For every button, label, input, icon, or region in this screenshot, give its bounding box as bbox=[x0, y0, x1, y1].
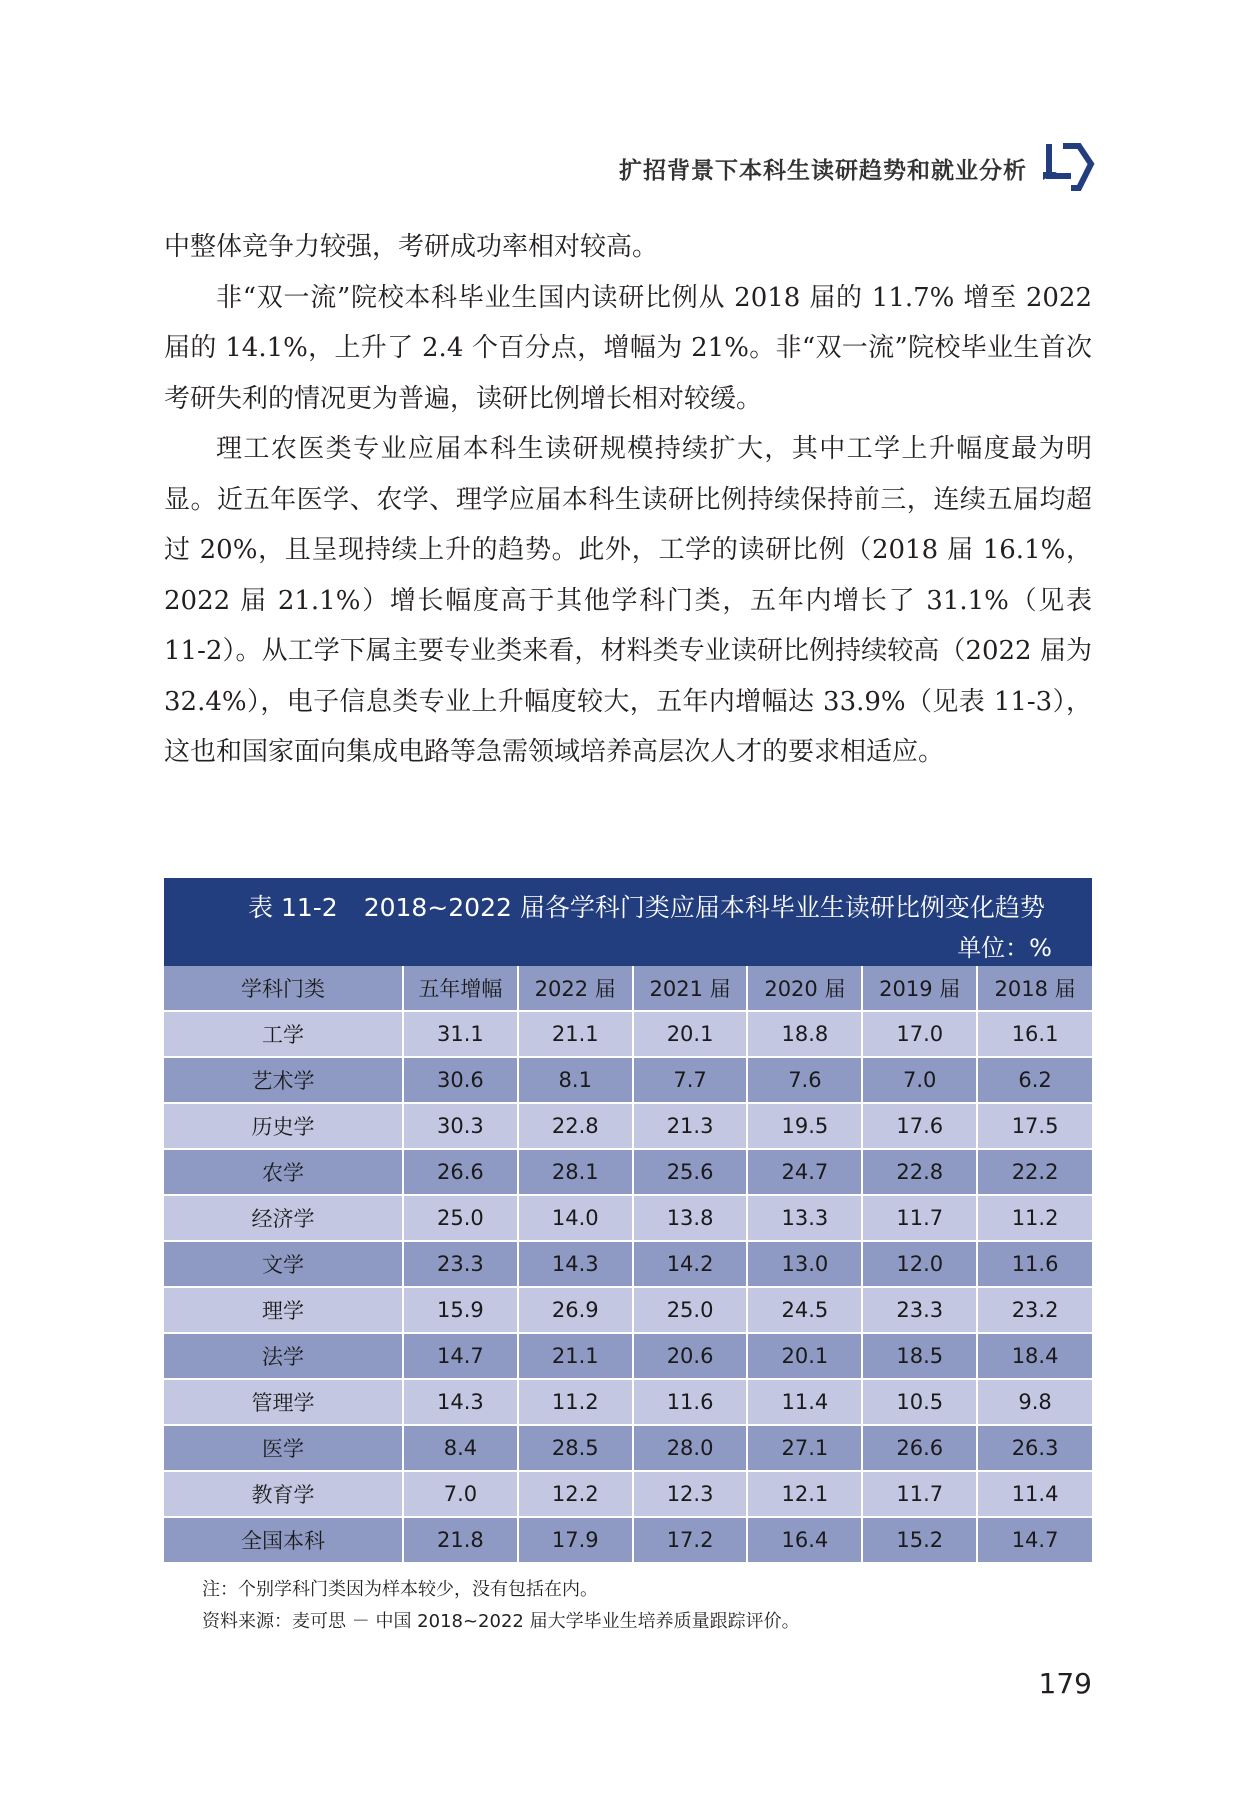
value-cell: 17.9 bbox=[518, 1517, 633, 1563]
value-cell: 22.2 bbox=[977, 1149, 1092, 1195]
column-header: 五年增幅 bbox=[403, 966, 518, 1011]
value-cell: 26.6 bbox=[403, 1149, 518, 1195]
value-cell: 14.3 bbox=[403, 1379, 518, 1425]
table-unit: 单位：% bbox=[957, 934, 1052, 962]
value-cell: 7.6 bbox=[747, 1057, 862, 1103]
table-source: 资料来源：麦可思 － 中国 2018~2022 届大学毕业生培养质量跟踪评价。 bbox=[202, 1611, 800, 1632]
value-cell: 24.7 bbox=[747, 1149, 862, 1195]
column-header: 学科门类 bbox=[164, 966, 403, 1011]
table-row bbox=[164, 1379, 1092, 1425]
value-cell: 20.1 bbox=[633, 1011, 748, 1057]
table-row bbox=[164, 1333, 1092, 1379]
value-cell: 19.5 bbox=[747, 1103, 862, 1149]
table-row bbox=[164, 1195, 1092, 1241]
value-cell: 28.1 bbox=[518, 1149, 633, 1195]
value-cell: 11.7 bbox=[862, 1195, 977, 1241]
table-row bbox=[164, 1057, 1092, 1103]
value-cell: 11.2 bbox=[518, 1379, 633, 1425]
paragraph-stem-disciplines: 理工农医类专业应届本科生读研规模持续扩大，其中工学上升幅度最为明显。近五年医学、农学、理学应届本科生读研比例持续保持前三，连续五届均超过 20%，且呈现持续上升的趋势。此外，工学的读研比例（2018 届 16.1%，2022 届 21.1%）增长幅度高于其他学科门类，五年内增长了 31.1%（见表 11-2）。从工学下属主要专业类来看，材料类专业读研比例持续较高（2022 届为 32.4%），电子信息类专业上升幅度较大，五年内增幅达 33.9%（见表 11-3），这也和国家面向集成电路等急需领域培养高层次人才的要求相适应。 bbox=[164, 434, 1092, 767]
value-cell: 15.2 bbox=[862, 1517, 977, 1563]
value-cell: 28.5 bbox=[518, 1425, 633, 1471]
value-cell: 30.6 bbox=[403, 1057, 518, 1103]
table-note: 注：个别学科门类因为样本较少，没有包括在内。 bbox=[202, 1579, 598, 1600]
table-row bbox=[164, 1425, 1092, 1471]
value-cell: 11.4 bbox=[747, 1379, 862, 1425]
value-cell: 21.3 bbox=[633, 1103, 748, 1149]
value-cell: 21.8 bbox=[403, 1517, 518, 1563]
value-cell: 15.9 bbox=[403, 1287, 518, 1333]
chapter-bracket-icon bbox=[1041, 138, 1101, 194]
running-header-title: 扩招背景下本科生读研趋势和就业分析 bbox=[619, 158, 1027, 184]
value-cell: 12.0 bbox=[862, 1241, 977, 1287]
discipline-cell: 管理学 bbox=[164, 1379, 403, 1425]
table-row bbox=[164, 1241, 1092, 1287]
value-cell: 26.6 bbox=[862, 1425, 977, 1471]
value-cell: 14.7 bbox=[403, 1333, 518, 1379]
value-cell: 25.6 bbox=[633, 1149, 748, 1195]
value-cell: 25.0 bbox=[633, 1287, 748, 1333]
table-row bbox=[164, 1011, 1092, 1057]
value-cell: 17.5 bbox=[977, 1103, 1092, 1149]
data-table-11-2 bbox=[164, 878, 1092, 1564]
value-cell: 17.2 bbox=[633, 1517, 748, 1563]
discipline-cell: 全国本科 bbox=[164, 1517, 403, 1563]
value-cell: 8.1 bbox=[518, 1057, 633, 1103]
value-cell: 23.3 bbox=[403, 1241, 518, 1287]
value-cell: 13.0 bbox=[747, 1241, 862, 1287]
value-cell: 9.8 bbox=[977, 1379, 1092, 1425]
discipline-cell: 教育学 bbox=[164, 1471, 403, 1517]
discipline-cell: 文学 bbox=[164, 1241, 403, 1287]
discipline-cell: 工学 bbox=[164, 1011, 403, 1057]
value-cell: 14.3 bbox=[518, 1241, 633, 1287]
value-cell: 11.6 bbox=[977, 1241, 1092, 1287]
value-cell: 18.5 bbox=[862, 1333, 977, 1379]
value-cell: 24.5 bbox=[747, 1287, 862, 1333]
value-cell: 18.8 bbox=[747, 1011, 862, 1057]
body-text bbox=[164, 222, 1092, 778]
value-cell: 26.9 bbox=[518, 1287, 633, 1333]
column-header: 2018 届 bbox=[977, 966, 1092, 1011]
value-cell: 23.3 bbox=[862, 1287, 977, 1333]
table-row bbox=[164, 1149, 1092, 1195]
value-cell: 23.2 bbox=[977, 1287, 1092, 1333]
value-cell: 20.1 bbox=[747, 1333, 862, 1379]
value-cell: 26.3 bbox=[977, 1425, 1092, 1471]
value-cell: 20.6 bbox=[633, 1333, 748, 1379]
value-cell: 14.2 bbox=[633, 1241, 748, 1287]
discipline-cell: 法学 bbox=[164, 1333, 403, 1379]
value-cell: 7.0 bbox=[862, 1057, 977, 1103]
table-title: 2018~2022 届各学科门类应届本科毕业生读研比例变化趋势 bbox=[363, 893, 1045, 922]
table-header-row bbox=[164, 966, 1092, 1011]
table-row bbox=[164, 1287, 1092, 1333]
value-cell: 16.1 bbox=[977, 1011, 1092, 1057]
table-row bbox=[164, 1517, 1092, 1563]
column-header: 2019 届 bbox=[862, 966, 977, 1011]
value-cell: 14.0 bbox=[518, 1195, 633, 1241]
value-cell: 13.3 bbox=[747, 1195, 862, 1241]
table-row bbox=[164, 1103, 1092, 1149]
value-cell: 11.2 bbox=[977, 1195, 1092, 1241]
table-caption-band bbox=[164, 878, 1092, 966]
running-header bbox=[401, 138, 1101, 198]
table-notes bbox=[202, 1574, 800, 1638]
value-cell: 16.4 bbox=[747, 1517, 862, 1563]
table-grid bbox=[164, 966, 1092, 1564]
value-cell: 13.8 bbox=[633, 1195, 748, 1241]
value-cell: 25.0 bbox=[403, 1195, 518, 1241]
discipline-cell: 艺术学 bbox=[164, 1057, 403, 1103]
value-cell: 11.6 bbox=[633, 1379, 748, 1425]
discipline-cell: 历史学 bbox=[164, 1103, 403, 1149]
column-header: 2020 届 bbox=[747, 966, 862, 1011]
value-cell: 10.5 bbox=[862, 1379, 977, 1425]
value-cell: 11.7 bbox=[862, 1471, 977, 1517]
discipline-cell: 医学 bbox=[164, 1425, 403, 1471]
value-cell: 6.2 bbox=[977, 1057, 1092, 1103]
paragraph-non-double-first-class: 非“双一流”院校本科毕业生国内读研比例从 2018 届的 11.7% 增至 2022 届的 14.1%，上升了 2.4 个百分点，增幅为 21%。非“双一流”院校毕业生首次考研失利的情况更为普遍，读研比例增长相对较缓。 bbox=[164, 282, 1092, 414]
value-cell: 17.0 bbox=[862, 1011, 977, 1057]
table-row bbox=[164, 1471, 1092, 1517]
value-cell: 21.1 bbox=[518, 1333, 633, 1379]
value-cell: 7.7 bbox=[633, 1057, 748, 1103]
value-cell: 21.1 bbox=[518, 1011, 633, 1057]
column-header: 2022 届 bbox=[518, 966, 633, 1011]
table-caption bbox=[248, 888, 1045, 924]
value-cell: 28.0 bbox=[633, 1425, 748, 1471]
value-cell: 12.1 bbox=[747, 1471, 862, 1517]
value-cell: 11.4 bbox=[977, 1471, 1092, 1517]
value-cell: 31.1 bbox=[403, 1011, 518, 1057]
value-cell: 14.7 bbox=[977, 1517, 1092, 1563]
discipline-cell: 理学 bbox=[164, 1287, 403, 1333]
value-cell: 7.0 bbox=[403, 1471, 518, 1517]
column-header: 2021 届 bbox=[633, 966, 748, 1011]
value-cell: 22.8 bbox=[862, 1149, 977, 1195]
value-cell: 12.2 bbox=[518, 1471, 633, 1517]
value-cell: 22.8 bbox=[518, 1103, 633, 1149]
table-number: 表 11-2 bbox=[248, 893, 338, 922]
discipline-cell: 农学 bbox=[164, 1149, 403, 1195]
value-cell: 12.3 bbox=[633, 1471, 748, 1517]
page-number: 179 bbox=[1038, 1667, 1092, 1700]
value-cell: 17.6 bbox=[862, 1103, 977, 1149]
value-cell: 8.4 bbox=[403, 1425, 518, 1471]
value-cell: 30.3 bbox=[403, 1103, 518, 1149]
value-cell: 27.1 bbox=[747, 1425, 862, 1471]
discipline-cell: 经济学 bbox=[164, 1195, 403, 1241]
value-cell: 18.4 bbox=[977, 1333, 1092, 1379]
paragraph-continuation: 中整体竞争力较强，考研成功率相对较高。 bbox=[164, 232, 659, 262]
